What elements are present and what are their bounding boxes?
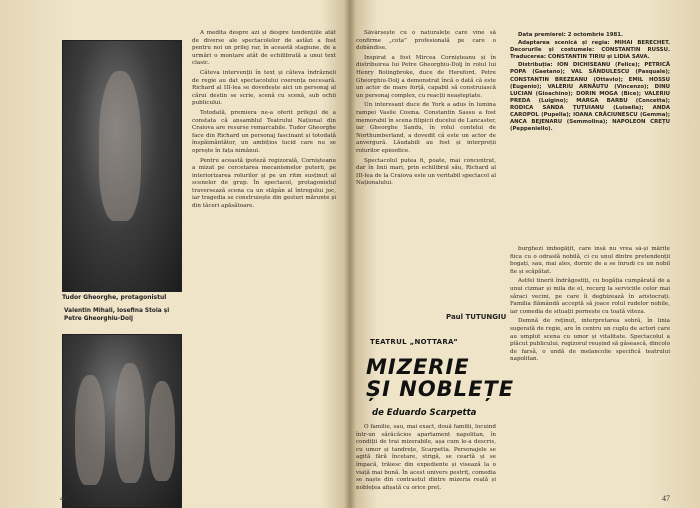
- actor-figure: [99, 71, 141, 221]
- play-title-line2: ȘI NOBLEȚE: [366, 377, 515, 401]
- actor-figure: [149, 381, 175, 481]
- text-column-play-intro: [356, 424, 496, 506]
- paragraph: Astfel tinerii îndrăgostiți, cu bogăția cumpărată de a unui cizmar și mila de el, recurg la serviciile celor mai săraci vecini, pe care îi deghizează în aristocrați. Familia flămândă acceptă să joace rolul rudelor nobile, iar comedia de situații pornește cu toată viteza.: [510, 278, 670, 315]
- paragraph: Câteva intervenții în text și câteva îndrăzneli de regie au dat spectacolului coerența necesară. Richard al III-lea se dovedește aici un personaj al cărui destin se scrie, scenă cu scenă, sub ochii publicului.: [192, 69, 336, 107]
- paragraph: Spectacolul putea fi, poate, mai concentrat, dar în linii mari, prin echilibrul său, Richard al III-lea de la Craiova este un veritabil spectacol al Naționalului.: [356, 157, 496, 187]
- paragraph: Totodată, premiera ne-a oferit prilejul de a constata că ansamblul Teatrului Național din Craiova are resurse remarcabile. Tudor Gheorghe face din Richard un personaj fascinant și totodată înspăimântător, un ambițios lucid care nu se oprește în fața nimănui.: [192, 109, 336, 154]
- photo-group-scene: [62, 334, 182, 508]
- paragraph: Săvârșește cu o naturalețe care vine să confirme „cota” profesională pe care o dobândise.: [356, 30, 496, 52]
- paragraph: Un interesant duce de York a adus în lumina rampei Vasile Cosma. Constantin Sassu a fost memorabil în scena filipicii ducelui de Lancaster, iar Gheorghe Sandu, în rolul contelui de Northumberland, a dovedit că este un actor de anvergură. Lăudabili au fost și interpreții rolurilor episodice.: [356, 102, 496, 154]
- actor-figure: [75, 375, 105, 485]
- photo2-caption: Valentin Mihali, Iosefina Stoia și Petre Gheorghiu-Dolj: [64, 308, 170, 322]
- page-number-right: 47: [662, 494, 670, 503]
- production-credits: [510, 32, 670, 240]
- paragraph: Inspirat a fost Mircea Cornișteanu și în distribuirea lui Petre Gheorghiu-Dolj în rolul lui Henry Bolingbroke, duce de Hereford. Petre Gheorghiu-Dolj a demonstrat încă o dată că este un actor de mare forță, capabil să construiască un personaj complex, cu reacții neașteptate.: [356, 54, 496, 99]
- paragraph: Demnă de reținut, interpretarea sobră, în linia sugerată de regie, are în centru un cuplu de actori care au umplut scena cu umor și vitalitate. Spectacolul a plăcut publicului, regizorul reușind să găsească, dincolo de farsă, o undă de melancolie specifică teatrului napolitan.: [510, 318, 670, 363]
- text-column-left: [192, 30, 336, 492]
- premiere-date: Data premierei: 2 octombrie 1981.: [518, 32, 624, 38]
- play-title-line1: MIZERIE: [366, 355, 470, 379]
- right-page: [350, 0, 700, 508]
- photo1-caption: Tudor Gheorghe, protagonistul: [62, 294, 167, 301]
- play-author-byline: de Eduardo Scarpetta: [372, 408, 477, 418]
- paragraph: O familie, sau, mai exact, două familii, locuind într-un sărăcăcios apartament napolitan, în condiții de trai mizerabile, așa cum le-a descris, cu umor și tandrețe, Scarpetta. Personajele se agită fără încetare, strigă, se ceartă și se împacă, trăiesc din expediente și visează la o viață mai bună. În acest univers pestriț, comedia se naște din contrastul dintre mizeria reală și noblețea afișată cu orice preț.: [356, 424, 496, 491]
- page-number-left: 46: [60, 494, 68, 503]
- text-column-right-top: [356, 30, 496, 306]
- creative-team: Adaptarea scenică și regia: MIHAI BERECHET. Decorurile și costumele: CONSTANTIN RUSSU. Traducerea: CONSTANTIN TIRIU și LIDIA SAVA.: [510, 40, 670, 61]
- theatre-name: TEATRUL „NOTTARA”: [370, 338, 459, 346]
- paragraph: burghezi îmbogățit, care însă nu vrea să-și mărite fiica cu o odraslă nobilă, ci cu unul dintre pretendenții bogați, sau, mai ales, dornic de a se înrudi cu un nobil fie și scăpătat.: [510, 246, 670, 275]
- cast-list: Distribuția: ION DICHISEANU (Felice); PETRICĂ POPA (Gaetano); VAL SĂNDULESCU (Pasquale); CONSTANTIN BREZEANU (Ottavio); EMIL HOSSU (Eugenio); VALERIU ARNĂUTU (Vincenzo); DINU LUCIAN (Gioachino); DORIN MOGA (Bice); VALERIU PREDA (Luigino); MARGA BARBU (Concetta); RODICA SANDA ȚUȚUIANU (Luisella); ANDA CAROPOL (Pupella); IOANA CRĂCIUNESCU (Gemma); ANCA BEJENARU (Semmolina); NAPOLEON CREȚU (Peppeniello).: [510, 62, 670, 133]
- paragraph: Pentru această ipoteză regizorală, Cornișteanu a mizat pe cercetarea mecanismelor puterii, pe interiorizarea rolurilor și pe un ritm susținut al scenelor de grup. În spectacol, protagonistul traversează scena ca un stăpân al întregului joc, iar tragedia se construiește din gesturi mărunte și din tăceri apăsătoare.: [192, 157, 336, 210]
- text-column-right-bottom: [510, 246, 670, 492]
- actor-figure: [115, 363, 145, 483]
- photo-tudor-gheorghe: [62, 40, 182, 292]
- article-author: Paul TUTUNGIU: [446, 313, 507, 321]
- paragraph: A medita despre azi și despre tendențiile atât de diverse ale spectacolelor de astăzi a fost pentru noi un prilej rar, în această stagiune, de a urmări o montare atât de echilibrată a unui text clasic.: [192, 30, 336, 67]
